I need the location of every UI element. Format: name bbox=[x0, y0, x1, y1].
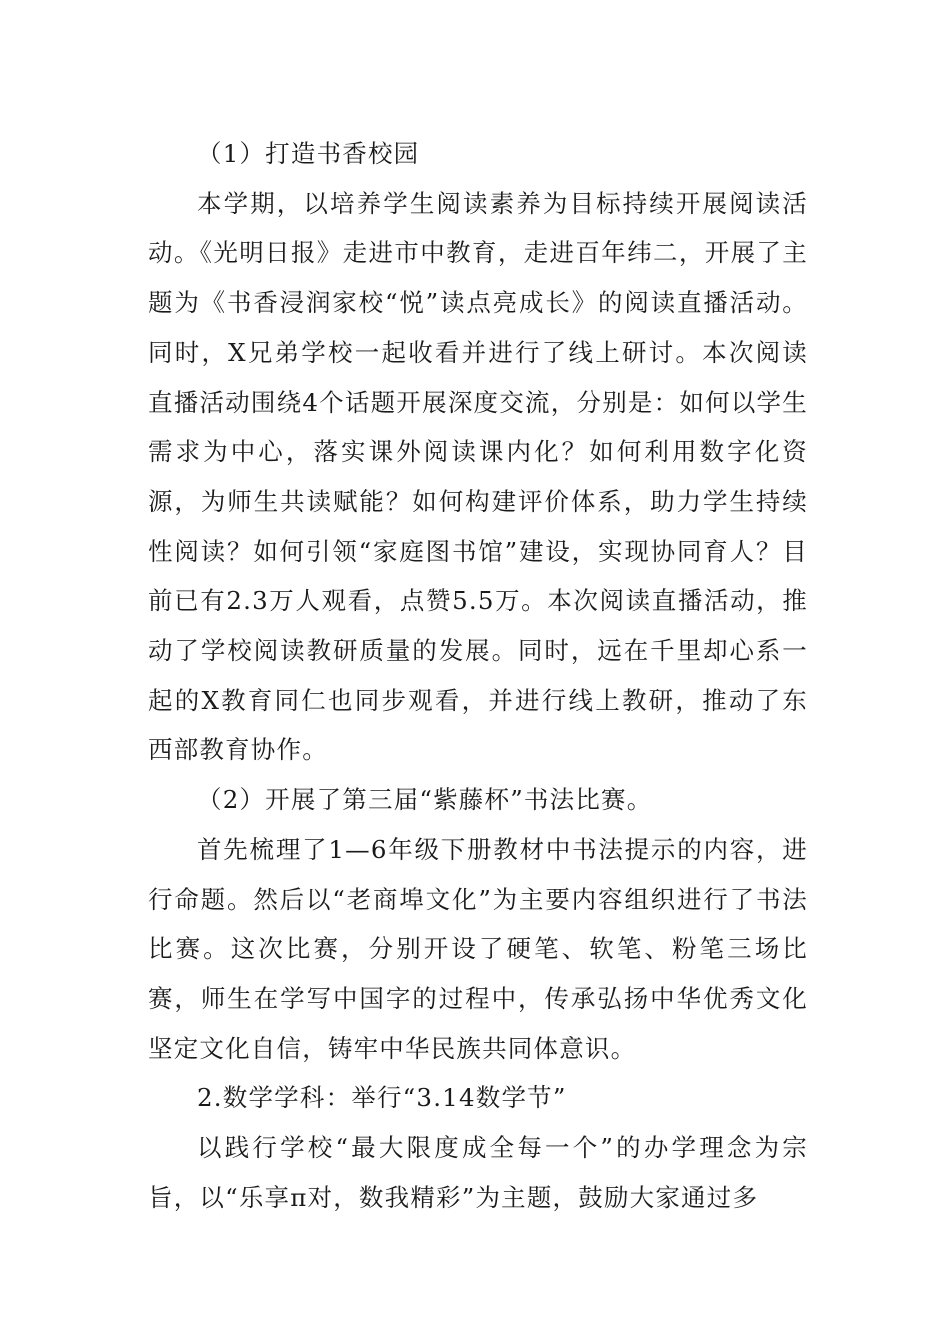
paragraph-math-festival: 以践行学校“最大限度成全每一个”的办学理念为宗旨，以“乐享π对，数我精彩”为主题，鼓励大家通过多 bbox=[148, 1133, 808, 1212]
section-heading-bookish-campus: （1）打造书香校园 bbox=[197, 139, 420, 168]
section-heading-calligraphy-contest: （2）开展了第三届“紫藤杯”书法比赛。 bbox=[197, 785, 653, 815]
section-heading-math-festival: 2.数学学科：举行“3.14数学节” bbox=[197, 1083, 567, 1113]
document-body bbox=[148, 129, 808, 1222]
paragraph-calligraphy-contest: 首先梳理了1—6年级下册教材中书法提示的内容，进行命题。然后以“老商埠文化”为主要内容组织进行了书法比赛。这次比赛，分别开设了硬笔、软笔、粉笔三场比赛，师生在学写中国字的过程中，传承弘扬中华优秀文化坚定文化自信，铸牢中华民族共同体意识。 bbox=[148, 834, 808, 1063]
paragraph-reading-livestream: 本学期，以培养学生阅读素养为目标持续开展阅读活动。《光明日报》走进市中教育，走进百年纬二，开展了主题为《书香浸润家校“悦”读点亮成长》的阅读直播活动。同时，X兄弟学校一起收看并进行了线上研讨。本次阅读直播活动围绕4个话题开展深度交流，分别是：如何以学生需求为中心，落实课外阅读课内化？如何利用数字化资源，为师生共读赋能？如何构建评价体系，助力学生持续性阅读？如何引领“家庭图书馆”建设，实现协同育人？目前已有2.3万人观看，点赞5.5万。本次阅读直播活动，推动了学校阅读教研质量的发展。同时，远在千里却心系一起的X教育同仁也同步观看，并进行线上教研，推动了东西部教育协作。 bbox=[148, 188, 808, 765]
